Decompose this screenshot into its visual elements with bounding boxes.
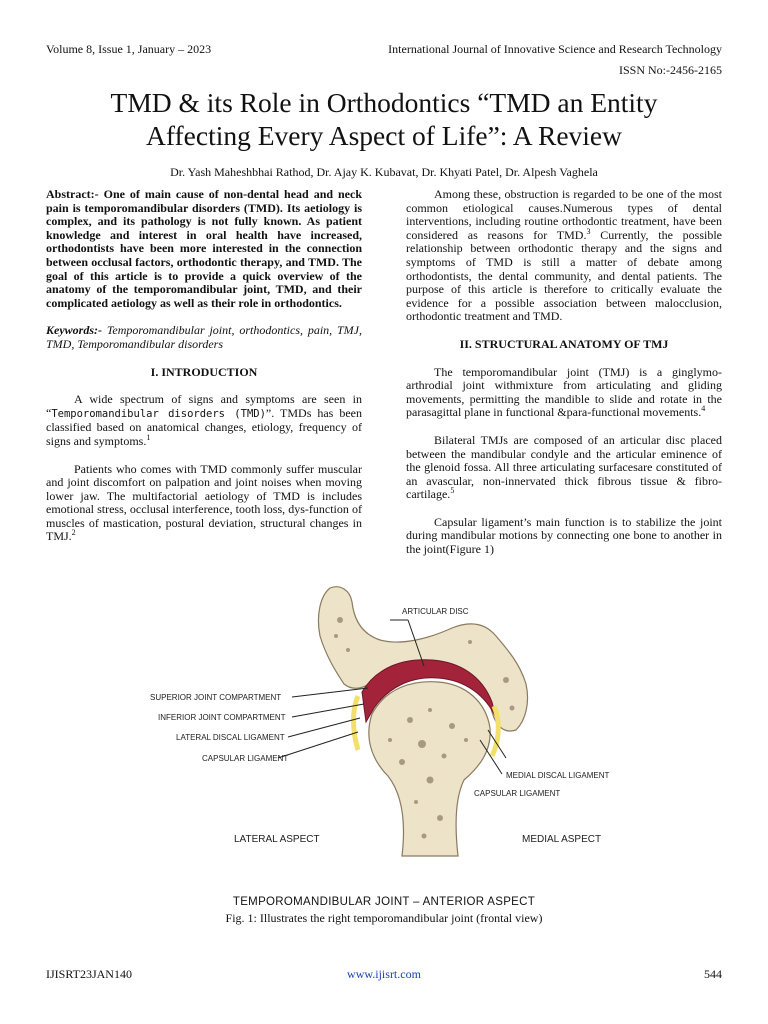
footer-url-link[interactable]: www.ijisrt.com — [347, 967, 421, 981]
paper-title — [40, 86, 728, 152]
figure-caption: Fig. 1: Illustrates the right temporomandibular joint (frontal view) — [225, 911, 543, 925]
ref-3: 3 — [586, 226, 591, 236]
header-issn: ISSN No:-2456-2165 — [618, 63, 722, 77]
label-lateral-aspect: LATERAL ASPECT — [234, 834, 320, 845]
paragraph-6: Capsular ligament’s main function is to stabilize the joint during mandibular motions by connecting one bone to another in the joint(Figure 1) — [406, 514, 722, 557]
paragraph-5 — [406, 434, 722, 502]
ref-2: 2 — [71, 528, 76, 538]
paragraph-4 — [406, 366, 722, 420]
paragraph-1 — [46, 393, 362, 448]
footer-page-number: 544 — [704, 967, 722, 981]
section-heading-anatomy: II. STRUCTURAL ANATOMY OF TMJ — [459, 336, 669, 351]
figure-heading: TEMPOROMANDIBULAR JOINT – ANTERIOR ASPECT — [232, 896, 536, 908]
authors: Dr. Yash Maheshbhai Rathod, Dr. Ajay K. Kubavat, Dr. Khyati Patel, Dr. Alpesh Vaghela — [170, 165, 598, 179]
keywords-label: Keywords:- — [46, 323, 102, 338]
p3-text-a: Among these, obstruction is regarded to be one of the most common etiological causes.Numerous types of dental interventions, including routine orthodontic treatment, have been considered as reasons for TMD. — [406, 187, 722, 242]
tmj-illustration — [140, 580, 640, 860]
label-inferior-compartment: INFERIOR JOINT COMPARTMENT — [158, 713, 286, 722]
label-superior-compartment: SUPERIOR JOINT COMPARTMENT — [150, 693, 282, 702]
label-capsular-ligament-right: CAPSULAR LIGAMENT — [474, 789, 561, 798]
footer-paper-id: IJISRT23JAN140 — [46, 967, 132, 981]
section-heading-introduction: I. INTRODUCTION — [150, 364, 258, 379]
title-line-1: TMD & its Role in Orthodontics “TMD an Entity — [110, 87, 658, 118]
label-medial-aspect: MEDIAL ASPECT — [522, 834, 602, 845]
keywords — [46, 324, 362, 351]
label-lateral-discal-ligament: LATERAL DISCAL LIGAMENT — [176, 733, 285, 742]
cartilage-left — [354, 696, 359, 750]
p1-after: ”. TMDs has been classified based on anatomical changes, etiology, frequency of signs and symptoms. — [46, 405, 362, 448]
tmj-figure — [140, 580, 640, 860]
header-journal: International Journal of Innovative Science and Research Technology — [388, 42, 722, 56]
paragraph-2 — [46, 463, 362, 545]
header-volume: Volume 8, Issue 1, January – 2023 — [46, 42, 212, 56]
label-articular-disc: ARTICULAR DISC — [402, 607, 469, 616]
abstract: Abstract:- One of main cause of non-dental head and neck pain is temporomandibular disorders (TMD). Its aetiology is complex, and its pathology is not fully known. As patient knowledge and interest in oral health have increased, orthodontists have been more interested in the connection between occlusal factors, orthodontic therapy, and TMD. The goal of this article is to provide a quick overview of the anatomy of the temporomandibular joint, TMD, and their complicated aetiology as well as their role in orthodontics. — [46, 187, 362, 310]
p1-before: A wide spectrum of signs and symptoms are seen in “ — [46, 392, 362, 420]
keywords-text: Temporomandibular joint, orthodontics, pain, TMJ, TMD, Temporomandibular disorders — [46, 323, 362, 351]
p2-text: Patients who comes with TMD commonly suffer muscular and joint discomfort on palpation and joint noises when moving lower jaw. The multifactorial aetiology of TMD is includes emotional stress, occlusal interference, tooth loss, dys-function of muscles of mastication, postural deviation, structural changes in TMJ. — [46, 461, 362, 544]
mandibular-condyle — [369, 682, 490, 856]
paragraph-3 — [406, 188, 722, 324]
right-column — [406, 188, 722, 571]
p3-text-b: Currently, the possible relationship between orthodontic therapy and the signs and symptoms of TMD is still a matter of debate among orthodontists, the dental community, and dental patients. The purpose of this article is therefore to critically evaluate the evidence for a possible association between malocclusion, orthodontic treatment and TMD. — [406, 227, 722, 324]
p4-text: The temporomandibular joint (TMJ) is a ginglymo-arthrodial joint withmixture from articulating and gliding movements, permitting the mandible to slide and rotate in the parasagittal plane in functional &para-functional movements. — [406, 364, 722, 420]
p5-text: Bilateral TMJs are composed of an articular disc placed between the mandibular condyle and the articular eminence of the glenoid fossa. All three articulating surfacesare constituted of an avascular, non-innervated thick fibrous tissue & fibro-cartilage. — [406, 432, 722, 502]
ref-1: 1 — [146, 432, 151, 442]
p1-term: Temporomandibular disorders (TMD) — [51, 407, 266, 420]
label-medial-discal-ligament: MEDIAL DISCAL LIGAMENT — [506, 771, 610, 780]
title-line-2: Affecting Every Aspect of Life”: A Review — [145, 120, 622, 151]
ref-5: 5 — [450, 486, 455, 496]
ref-4: 4 — [701, 404, 706, 414]
left-column — [46, 188, 362, 558]
label-capsular-ligament-left: CAPSULAR LIGAMENT — [202, 754, 289, 763]
